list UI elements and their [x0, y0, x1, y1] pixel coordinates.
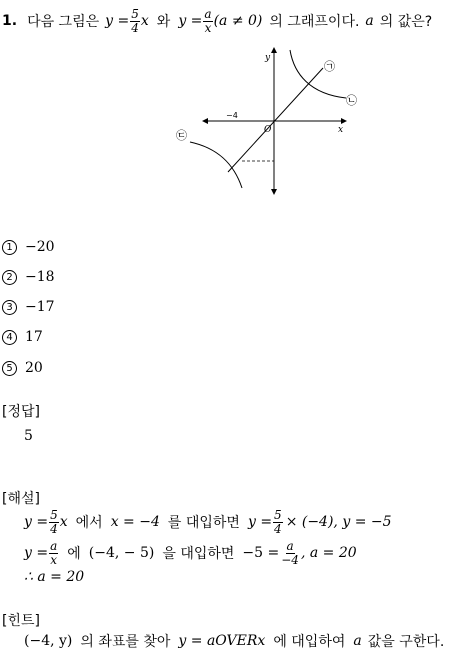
- question-number: 1.: [2, 13, 18, 29]
- sol2-frac2: [280, 540, 300, 567]
- sol1-sub: x = −4: [110, 514, 160, 530]
- hint-point: (−4, y): [24, 633, 73, 649]
- choice-2-value: −18: [25, 269, 55, 285]
- hint-text-3: 값을 구한다.: [367, 634, 445, 650]
- solution-line-3: ∴ a = 20: [24, 569, 85, 585]
- eq1-den: 4: [131, 20, 139, 35]
- choice-5-mark: 5: [2, 361, 17, 376]
- sol1-result: × (−4), y = −5: [285, 514, 392, 530]
- question-conj: 와: [156, 14, 171, 30]
- hint-formula: y = aOVERx: [178, 633, 266, 649]
- sol1-eq2-lhs: y =: [247, 514, 273, 530]
- sol2-den2: −4: [281, 552, 299, 567]
- graph-label-g1: ㉠: [324, 60, 335, 73]
- sol2-eq-lhs: y =: [24, 545, 49, 561]
- sol1-frac2: [273, 509, 283, 536]
- choice-1-value: −20: [25, 239, 55, 255]
- hint-heading: [힌트]: [2, 613, 40, 629]
- sol1-num: 5: [50, 507, 58, 522]
- sol2-num2: a: [286, 538, 294, 553]
- choice-5-value: 20: [25, 360, 43, 376]
- choice-2-mark: 2: [2, 270, 17, 285]
- sol1-var: x: [59, 514, 68, 530]
- hint-text-2: 에 대입하여: [273, 634, 346, 650]
- sol2-text-1: 에: [67, 546, 81, 562]
- eq2-den: x: [204, 20, 212, 35]
- eq2-fraction: [203, 8, 212, 35]
- sol2-result: , a = 20: [300, 545, 357, 561]
- choice-2[interactable]: [2, 268, 55, 286]
- answer-heading: [정답]: [2, 404, 40, 420]
- y-axis-label: y: [265, 53, 271, 63]
- choice-1-mark: 1: [2, 240, 17, 255]
- sol2-eq2-lhs: −5 =: [242, 545, 280, 561]
- x-tick-label: −4: [226, 111, 238, 120]
- eq1-num: 5: [131, 6, 139, 21]
- sol2-num: a: [50, 538, 58, 553]
- origin-label: O: [264, 125, 272, 135]
- eq1-lhs: y =: [105, 13, 130, 29]
- eq2-num: a: [204, 6, 212, 21]
- hint-line: [24, 632, 444, 650]
- eq2-cond: (a ≠ 0): [213, 13, 263, 29]
- eq1-fraction: [130, 8, 140, 35]
- sol1-eq-lhs: y =: [24, 514, 49, 530]
- choice-3-mark: 3: [2, 300, 17, 315]
- choice-4[interactable]: [2, 328, 43, 346]
- choice-4-mark: 4: [2, 330, 17, 345]
- hint-text-1: 의 좌표를 찾아: [80, 634, 171, 650]
- graph-label-g3: ㉢: [176, 129, 187, 142]
- eq2-lhs: y =: [178, 13, 203, 29]
- choice-1[interactable]: [2, 238, 55, 256]
- choice-3-value: −17: [25, 299, 55, 315]
- sol2-den: x: [50, 552, 58, 567]
- choice-4-value: 17: [25, 329, 43, 345]
- question-text-pre: 다음 그림은: [27, 14, 100, 30]
- solution-heading: [해설]: [2, 491, 40, 507]
- question-ask-var: a: [365, 13, 374, 29]
- question-line: [2, 6, 432, 36]
- sol1-den2: 4: [274, 521, 282, 536]
- sol1-frac: [49, 509, 59, 536]
- sol1-num2: 5: [274, 507, 282, 522]
- x-axis-label: x: [338, 125, 344, 135]
- sol1-text-1: 에서: [75, 515, 103, 531]
- solution-line-2: [24, 537, 357, 569]
- solution-line-1: [24, 506, 392, 538]
- eq1-var: x: [140, 13, 149, 29]
- graph-label-g2: ㉡: [346, 94, 357, 107]
- question-ask-text: 의 값은?: [379, 14, 433, 30]
- choice-3[interactable]: [2, 298, 55, 316]
- answer-value: 5: [24, 428, 33, 444]
- question-text-post: 의 그래프이다.: [269, 14, 360, 30]
- sol1-den: 4: [50, 521, 58, 536]
- graph: [170, 44, 370, 199]
- hint-var: a: [353, 633, 362, 649]
- sol2-point: (−4, − 5): [88, 545, 155, 561]
- sol1-text-2: 를 대입하면: [167, 515, 240, 531]
- choice-5[interactable]: [2, 359, 43, 377]
- sol2-frac: [49, 540, 58, 567]
- sol2-text-2: 을 대입하면: [162, 546, 235, 562]
